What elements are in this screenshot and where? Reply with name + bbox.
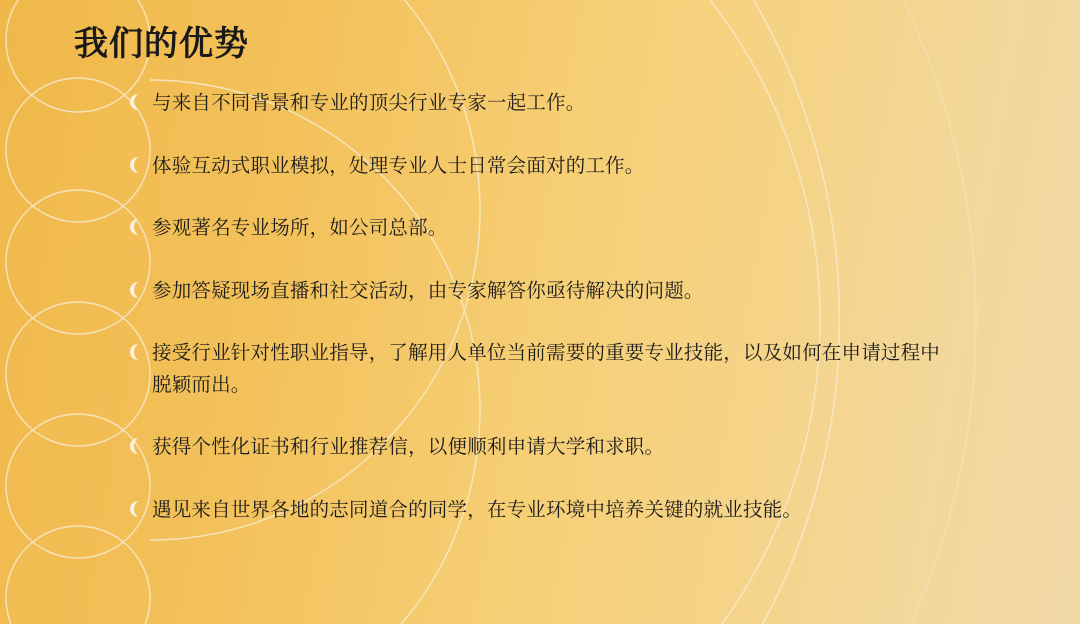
crescent-bullet-icon (128, 151, 152, 173)
list-item (128, 338, 958, 401)
crescent-bullet-icon (128, 338, 152, 360)
list-item (128, 276, 958, 308)
list-item (128, 495, 958, 527)
list-item-text: 体验互动式职业模拟，处理专业人士日常会面对的工作。 (152, 154, 645, 177)
list-item-text: 与来自不同背景和专业的顶尖行业专家一起工作。 (152, 92, 586, 114)
advantages-list (128, 88, 958, 558)
page-title: 我们的优势 (74, 25, 249, 63)
crescent-bullet-icon (128, 432, 152, 454)
list-item-text: 参观著名专业场所，如公司总部。 (152, 217, 448, 240)
crescent-bullet-icon (128, 213, 152, 235)
crescent-bullet-icon (128, 495, 152, 517)
list-item (128, 432, 958, 464)
list-item (128, 213, 958, 245)
list-item-text: 参加答疑现场直播和社交活动，由专家解答你亟待解决的问题。 (152, 279, 704, 302)
crescent-bullet-icon (128, 88, 152, 110)
list-item (128, 88, 958, 120)
list-item-text: 遇见来自世界各地的志同道合的同学，在专业环境中培养关键的就业技能。 (152, 499, 803, 522)
list-item-text: 接受行业针对性职业指导，了解用人单位当前需要的重要专业技能，以及如何在申请过程中脱颖而出。 (152, 342, 941, 396)
list-item (128, 151, 958, 183)
crescent-bullet-icon (128, 276, 152, 298)
list-item-text: 获得个性化证书和行业推荐信，以便顺利申请大学和求职。 (152, 436, 665, 459)
